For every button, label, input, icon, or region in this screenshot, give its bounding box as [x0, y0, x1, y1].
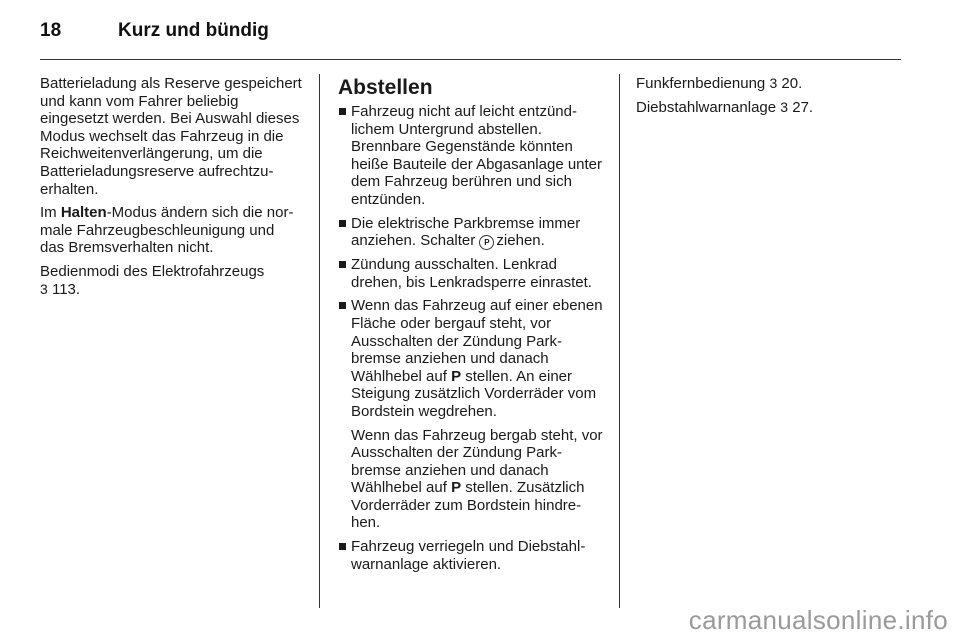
ref-remote-control [636, 75, 900, 93]
hold-mode-prefix: Im [40, 204, 61, 222]
paragraph-battery-reserve: Batterieladung als Reserve gespeichert und kann vom Fahrer beliebig eingesetzt werden. Bei Auswahl dieses Modus wechselt das Fahrzeug in die Reichweitenverlängerung, um die Batterieladungsreserve aufrechtzuerhalten. [40, 75, 302, 198]
list-item [338, 538, 604, 573]
ref-anti-theft-alarm [636, 99, 900, 117]
drive-modes-text: Bedienmodi des Elektrofahrzeugs [40, 262, 265, 280]
list-item-subtext [351, 427, 604, 533]
column-left [40, 75, 302, 304]
downhill-text-end: stellen. Zusätzlich Vorderräder zum Bordstein hindrehen. [351, 479, 585, 532]
bullet-square-icon [339, 261, 346, 268]
paragraph-drive-modes-ref [40, 263, 302, 298]
list-item-text: Fahrzeug nicht auf leicht entzündlichem Untergrund abstellen. Brennbare Gegenstände könnten heiße Bauteile der Abgasanlage unter dem Fahrzeug berühren und sich entzünden. [351, 103, 603, 208]
paragraph-hold-mode [40, 204, 302, 257]
remote-control-text: Funkfernbedienung [636, 75, 766, 92]
column-right [636, 75, 900, 122]
page-number: 18 [40, 20, 62, 41]
watermark: carmanualsonline.info [688, 605, 948, 635]
list-item-text: Zündung ausschalten. Lenkrad drehen, bis Lenkradsperre einrastet. [351, 256, 592, 291]
section-title-parking: Abstellen [338, 76, 433, 99]
drive-modes-page-ref[interactable]: 113. [51, 280, 81, 298]
bullet-square-icon [339, 543, 346, 550]
downhill-text: Wenn das Fahrzeug bergab steht, vor Ausschalten der Zündung Parkbremse anziehen und danach Wählhebel auf [351, 426, 603, 497]
parking-brake-icon: P [479, 235, 494, 250]
column-divider-1 [319, 74, 320, 608]
list-item-text [351, 297, 604, 420]
anti-theft-alarm-text: Diebstahlwarnanlage [636, 98, 777, 116]
page-ref-arrow-icon: 3 [780, 98, 789, 115]
remote-control-page-ref[interactable]: 20. [781, 75, 803, 92]
bullet-square-icon [339, 302, 346, 309]
page-title: Kurz und bündig [118, 20, 269, 41]
gear-p-term: P [451, 479, 462, 497]
anti-theft-alarm-page-ref[interactable]: 27. [792, 98, 814, 116]
header-divider [40, 59, 901, 60]
gear-p-term: P [451, 367, 462, 385]
list-item-text: Fahrzeug verriegeln und Diebstahlwarnanlage aktivieren. [351, 538, 586, 573]
bullet-square-icon [339, 108, 346, 115]
parkbrake-text: Die elektrische Parkbremse immer anziehen. Schalter [351, 214, 581, 250]
list-item [338, 103, 604, 209]
page-header [40, 20, 900, 42]
list-item [338, 256, 604, 291]
list-item [338, 215, 604, 251]
page-ref-arrow-icon: 3 [40, 280, 48, 297]
hold-mode-suffix: -Modus ändern sich die normale Fahrzeugbeschleunigung und das Bremsverhalten nicht. [40, 204, 294, 257]
uphill-text: Wenn das Fahrzeug auf einer ebenen Fläche oder bergauf steht, vor Ausschalten der Zündung Parkbremse anziehen und danach Wählhebel auf [351, 297, 603, 385]
parkbrake-text-end: ziehen. [496, 232, 545, 250]
column-divider-2 [619, 74, 620, 608]
column-middle [338, 75, 604, 579]
parking-instructions-list [338, 103, 604, 573]
list-item [338, 297, 604, 532]
hold-mode-term: Halten [60, 204, 107, 222]
list-item-text [351, 215, 604, 251]
page-ref-arrow-icon: 3 [769, 75, 778, 91]
bullet-square-icon [339, 220, 346, 227]
uphill-text-end: stellen. An einer Steigung zusätzlich Vorderräder vom Bordstein wegdrehen. [351, 367, 597, 420]
